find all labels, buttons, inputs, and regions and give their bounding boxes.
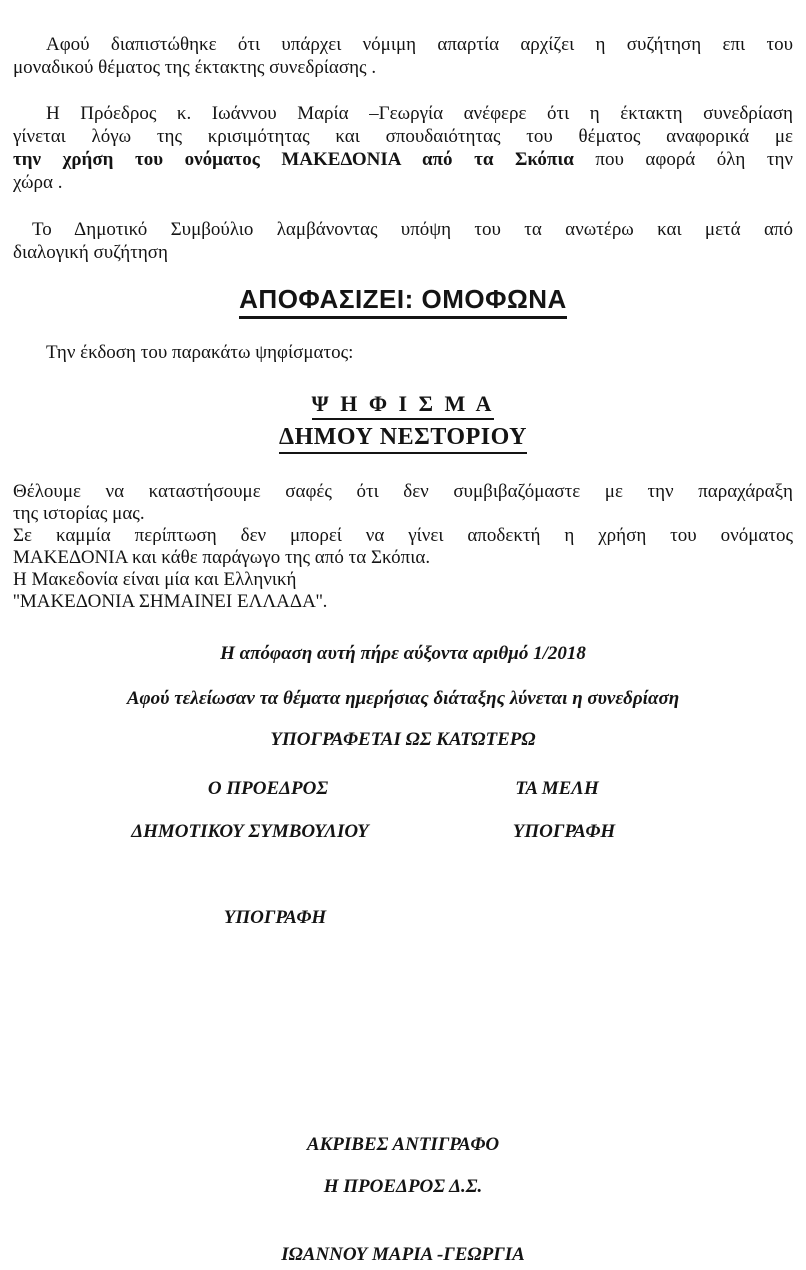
decision-number-line: Η απόφαση αυτή πήρε αύξοντα αριθμό 1/2018 <box>220 643 586 664</box>
resolution-body-line-3: Σε καμμία περίπτωση δεν μπορεί να γίνει αποδεκτή η χρήση του ονόματος <box>13 525 793 546</box>
president-name-line: ΙΩΑΝΝΟΥ ΜΑΡΙΑ -ΓΕΩΡΓΙΑ <box>281 1244 525 1265</box>
resolution-body <box>13 481 793 613</box>
president-statement-line-3-rest: που αφορά όλη την <box>573 149 793 170</box>
president-org: ΔΗΜΟΤΙΚΟΥ ΣΥΜΒΟΥΛΙΟΥ <box>131 821 369 842</box>
president-statement-line-2: γίνεται λόγω της κρισιμότητας και σπουδαιότητας του θέματος αναφορικά με <box>13 126 793 147</box>
session-end-line: Αφού τελείωσαν τα θέματα ημερήσιας διάταξης λύνεται η συνεδρίαση <box>126 688 680 709</box>
president-title: Ο ΠΡΟΕΔΡΟΣ <box>207 778 329 799</box>
president-statement-line-1: Η Πρόεδρος κ. Ιωάννου Μαρία –Γεωργία ανέφερε ότι η έκτακτη συνεδρίαση <box>46 103 793 124</box>
paragraph-quorum <box>13 33 793 79</box>
members-label: ΤΑ ΜΕΛΗ <box>515 778 599 799</box>
members-signature-label: ΥΠΟΓΡΑΦΗ <box>512 821 616 842</box>
resolution-title: Ψ Η Φ Ι Σ Μ Α <box>312 391 495 420</box>
paragraph-president-statement <box>13 102 793 194</box>
president-ds-line: Η ΠΡΟΕΔΡΟΣ Δ.Σ. <box>323 1176 483 1197</box>
issue-line: Την έκδοση του παρακάτω ψηφίσματος: <box>46 342 354 363</box>
president-signature-label: ΥΠΟΓΡΑΦΗ <box>223 907 327 928</box>
president-statement-line-3 <box>13 148 793 171</box>
paragraph-quorum-line-2: μοναδικού θέματος της έκτακτης συνεδρίασης . <box>13 57 377 78</box>
resolution-body-line-5: Η Μακεδονία είναι μία και Ελληνική <box>13 569 297 590</box>
resolution-body-line-2: της ιστορίας μας. <box>13 503 145 524</box>
paragraph-council-line-1: Το Δημοτικό Συμβούλιο λαμβάνοντας υπόψη του τα ανωτέρω και μετά από <box>32 219 793 240</box>
bold-macedonia-phrase: την χρήση του ονόματος ΜΑΚΕΔΟΝΙΑ από τα Σκόπια <box>13 149 574 170</box>
decision-heading <box>0 284 806 319</box>
certified-copy-line: ΑΚΡΙΒΕΣ ΑΝΤΙΓΡΑΦΟ <box>306 1134 500 1155</box>
paragraph-council-line-2: διαλογική συζήτηση <box>13 242 168 263</box>
issue-line-block <box>13 341 793 364</box>
resolution-title-block <box>0 391 806 454</box>
signed-as-below-line: ΥΠΟΓΡΑΦΕΤΑΙ ΩΣ ΚΑΤΩΤΕΡΩ <box>270 729 536 750</box>
resolution-body-line-6: ''ΜΑΚΕΔΟΝΙΑ ΣΗΜΑΙΝΕΙ ΕΛΛΑΔΑ''. <box>13 591 328 612</box>
resolution-subtitle: ΔΗΜΟΥ ΝΕΣΤΟΡΙΟΥ <box>279 424 527 454</box>
decision-heading-text: ΑΠΟΦΑΣΙΖΕΙ: ΟΜΟΦΩΝΑ <box>239 284 567 319</box>
resolution-body-line-1: Θέλουμε να καταστήσουμε σαφές ότι δεν συμβιβαζόμαστε με την παραχάραξη <box>13 481 793 502</box>
president-statement-line-4: χώρα . <box>13 172 63 193</box>
paragraph-council <box>13 218 793 264</box>
paragraph-quorum-line-1: Αφού διαπιστώθηκε ότι υπάρχει νόμιμη απαρτία αρχίζει η συζήτηση επι του <box>46 34 793 55</box>
resolution-body-line-4: ΜΑΚΕΔΟΝΙΑ και κάθε παράγωγο της από τα Σκόπια. <box>13 547 431 568</box>
